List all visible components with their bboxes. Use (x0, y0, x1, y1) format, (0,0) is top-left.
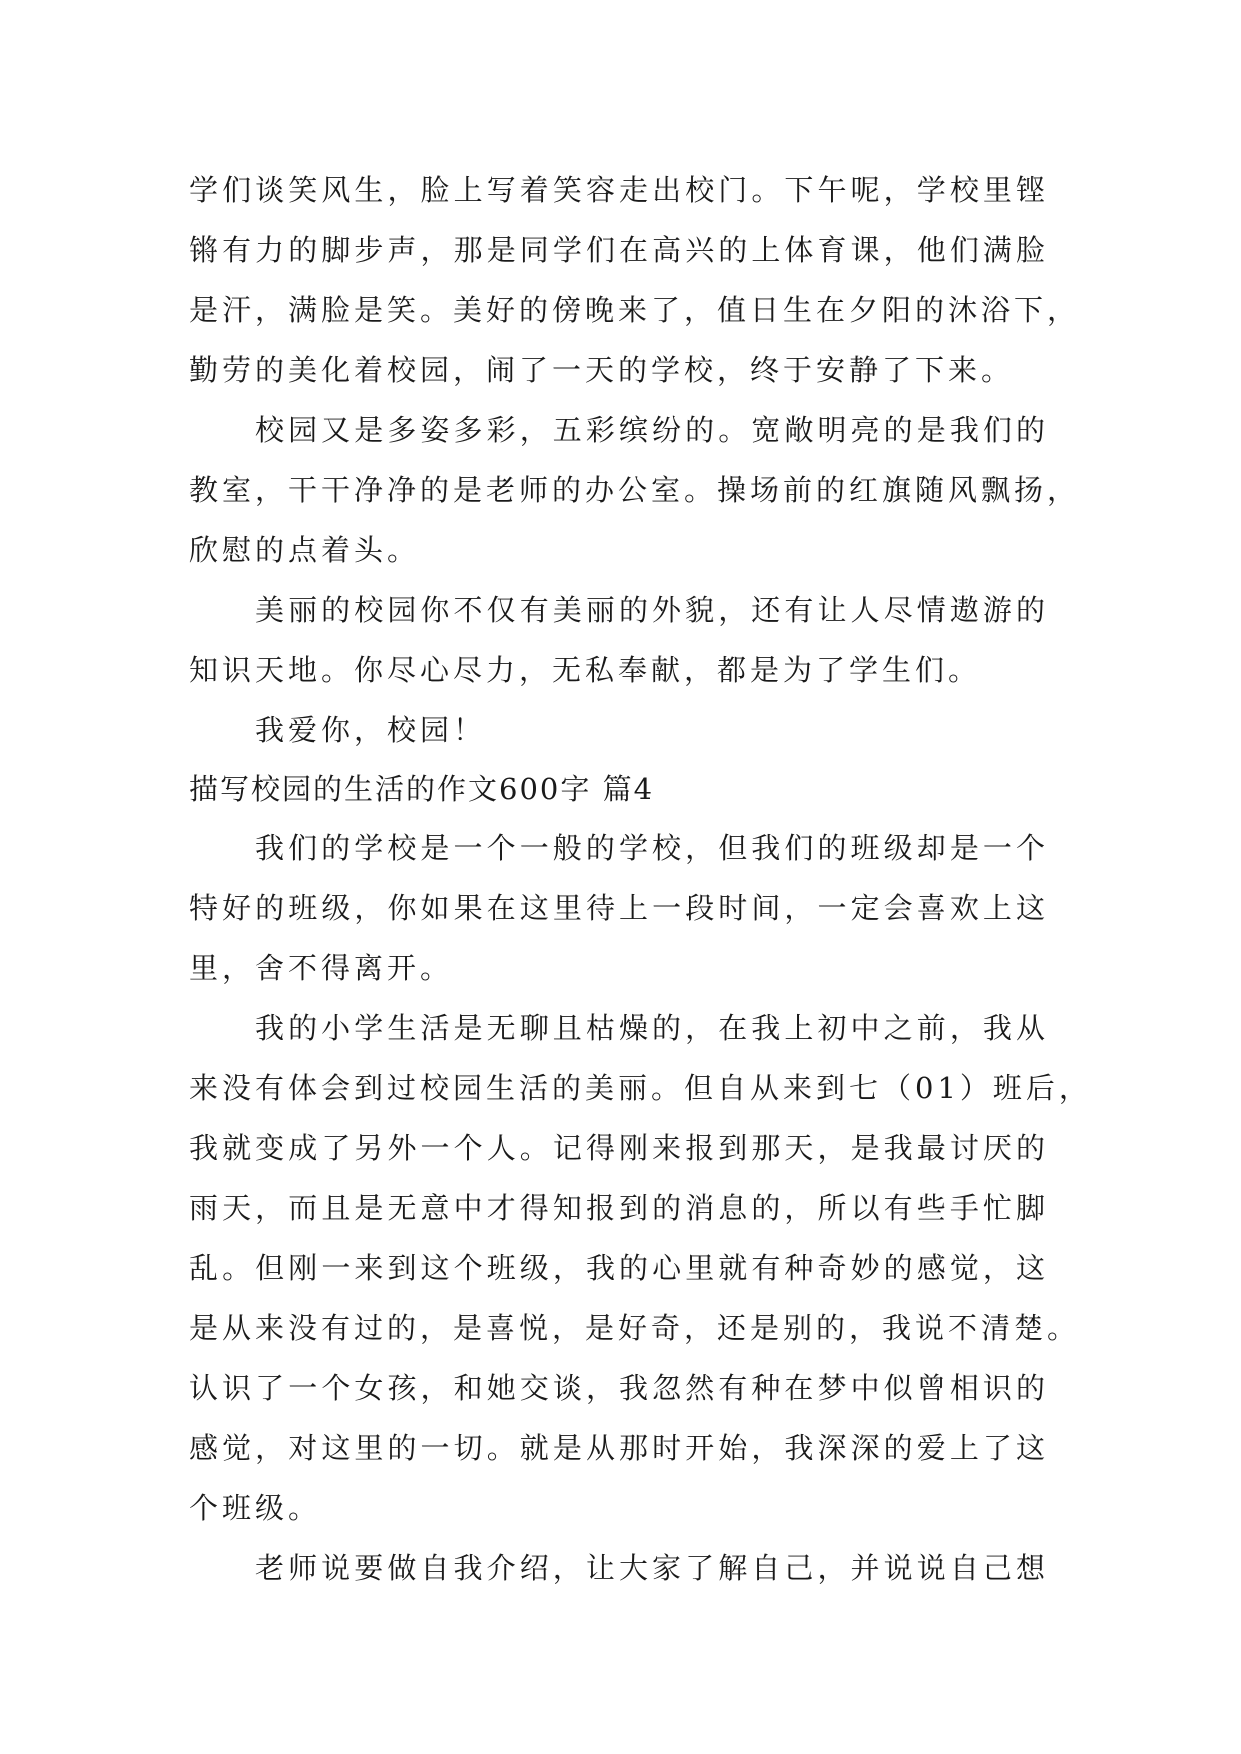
text-line: 是从来没有过的，是喜悦，是好奇，还是别的，我说不清楚。 (189, 1311, 1081, 1345)
paragraph-start-line: 校园又是多姿多彩，五彩缤纷的。宽敞明亮的是我们的 (255, 413, 1049, 447)
text-line: 知识天地。你尽心尽力，无私奉献，都是为了学生们。 (189, 653, 982, 687)
section-heading: 描写校园的生活的作文600字 篇4 (189, 772, 655, 806)
text-line: 我就变成了另外一个人。记得刚来报到那天，是我最讨厌的 (189, 1131, 1049, 1165)
text-line: 乱。但刚一来到这个班级，我的心里就有种奇妙的感觉，这 (189, 1251, 1049, 1285)
text-line: 教室，干干净净的是老师的办公室。操场前的红旗随风飘扬， (189, 473, 1081, 507)
text-line: 个班级。 (189, 1491, 322, 1525)
text-line: 学们谈笑风生，脸上写着笑容走出校门。下午呢，学校里铿 (189, 173, 1049, 207)
paragraph-start-line: 我们的学校是一个一般的学校，但我们的班级却是一个 (255, 831, 1049, 865)
text-line: 锵有力的脚步声，那是同学们在高兴的上体育课，他们满脸 (189, 233, 1049, 267)
paragraph-start-line: 我的小学生活是无聊且枯燥的，在我上初中之前，我从 (255, 1011, 1049, 1045)
text-line: 雨天，而且是无意中才得知报到的消息的，所以有些手忙脚 (189, 1191, 1049, 1225)
paragraph-start-line: 我爱你，校园！ (255, 713, 487, 747)
paragraph-start-line: 老师说要做自我介绍，让大家了解自己，并说说自己想 (255, 1551, 1049, 1585)
text-line: 来没有体会到过校园生活的美丽。但自从来到七（01）班后， (189, 1071, 1092, 1105)
text-line: 是汗，满脸是笑。美好的傍晚来了，值日生在夕阳的沐浴下， (189, 293, 1081, 327)
text-line: 认识了一个女孩，和她交谈，我忽然有种在梦中似曾相识的 (189, 1371, 1049, 1405)
document-body (189, 160, 1092, 1598)
text-line: 特好的班级，你如果在这里待上一段时间，一定会喜欢上这 (189, 891, 1049, 925)
text-line: 里，舍不得离开。 (189, 951, 454, 985)
text-line: 勤劳的美化着校园，闹了一天的学校，终于安静了下来。 (189, 353, 1015, 387)
paragraph-start-line: 美丽的校园你不仅有美丽的外貌，还有让人尽情遨游的 (255, 593, 1049, 627)
text-line: 欣慰的点着头。 (189, 533, 421, 567)
text-line: 感觉，对这里的一切。就是从那时开始，我深深的爱上了这 (189, 1431, 1049, 1465)
